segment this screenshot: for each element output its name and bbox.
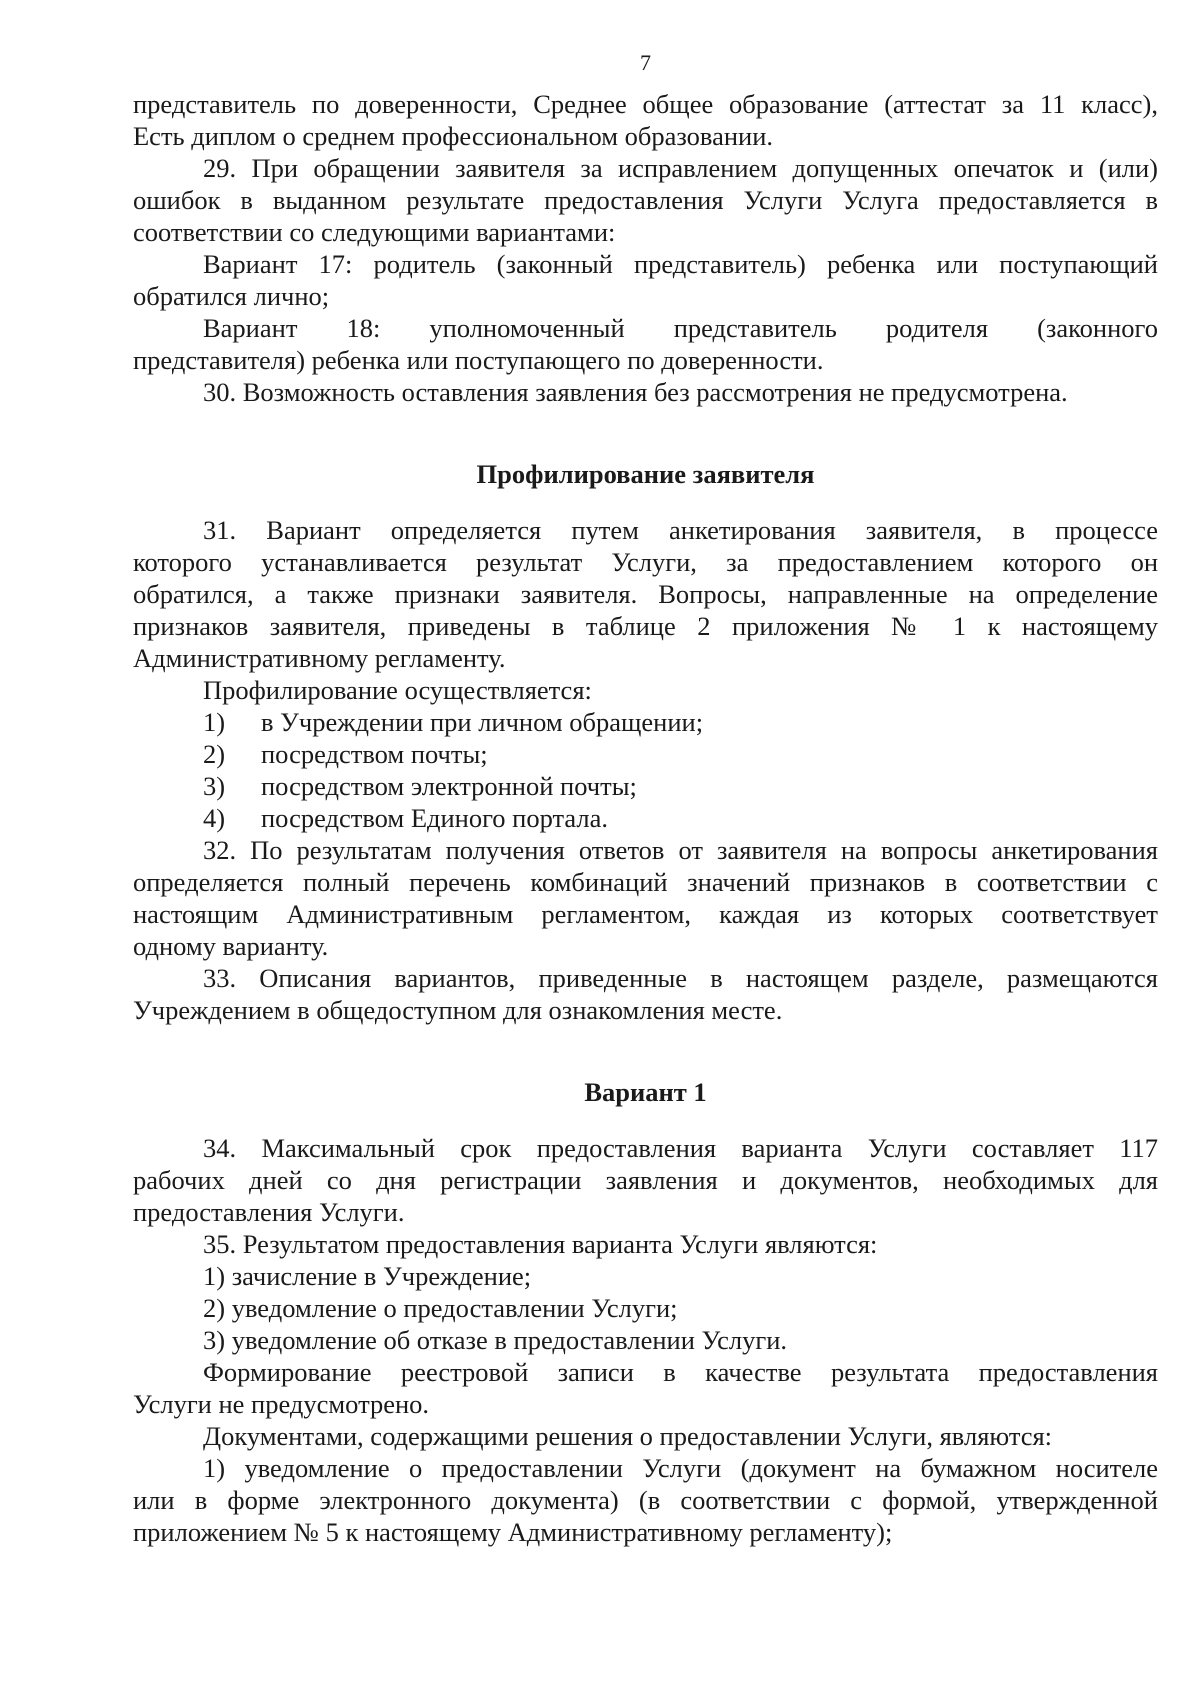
list-item [133,770,1158,802]
list-text: в Учреждении при личном обращении; [261,707,704,737]
text-line: 31. Вариант определяется путем анкетирования заявителя, в процессе [203,515,1158,545]
profiling-intro: Профилирование осуществляется: [203,675,592,705]
text-line: 34. Максимальный срок предоставления варианта Услуги составляет 117 [203,1133,1158,1163]
text-line: Услуги не предусмотрено. [133,1389,430,1419]
text-line: признаков заявителя, приведены в таблице 2 приложения № 1 к настоящему [133,611,1158,641]
text-line: Вариант 18: уполномоченный представитель родителя (законного [203,313,1158,343]
text-line: рабочих дней со дня регистрации заявления и документов, необходимых для [133,1165,1158,1195]
result-list [133,1260,1158,1356]
text-line: Есть диплом о среднем профессиональном образовании. [133,121,774,151]
list-text: посредством почты; [261,739,488,769]
text-line: представителя) ребенка или поступающего по доверенности. [133,345,824,375]
text-line: настоящим Административным регламентом, каждая из которых соответствует [133,899,1158,929]
list-item [133,802,1158,834]
text-line: соответствии со следующими вариантами: [133,217,616,247]
text-line: которого устанавливается результат Услуги, за предоставлением которого он [133,547,1158,577]
list-number: 3) [203,771,226,801]
list-text: посредством Единого портала. [261,803,609,833]
text-line: Формирование реестровой записи в качестве результата предоставления [203,1357,1158,1387]
paragraph-35-intro: 35. Результатом предоставления варианта Услуги являются: [203,1229,878,1259]
intro-paragraph [133,88,1158,152]
list-text: посредством электронной почты; [261,771,637,801]
variant-18 [133,312,1158,376]
text-line: предоставления Услуги. [133,1197,405,1227]
list-item: 2) уведомление о предоставлении Услуги; [203,1293,678,1323]
text-line: Учреждением в общедоступном для ознакомления месте. [133,995,783,1025]
documents-intro: Документами, содержащими решения о предоставлении Услуги, являются: [203,1421,1053,1451]
text-line: приложением № 5 к настоящему Административному регламенту); [133,1517,893,1547]
text-line: представитель по доверенности, Среднее общее образование (аттестат за 11 класс), [133,89,1158,119]
paragraph-34 [133,1132,1158,1228]
section-heading-profiling: Профилирование заявителя [476,459,815,489]
paragraph-30: 30. Возможность оставления заявления без рассмотрения не предусмотрена. [203,377,1068,407]
list-item [133,706,1158,738]
profiling-list [133,706,1158,834]
variant-17 [133,248,1158,312]
list-item: 3) уведомление об отказе в предоставлении Услуги. [203,1325,787,1355]
list-number: 2) [203,739,226,769]
paragraph-29 [133,152,1158,248]
text-line: ошибок в выданном результате предоставления Услуги Услуга предоставляется в [133,185,1158,215]
list-number: 4) [203,803,226,833]
text-line: или в форме электронного документа) (в соответствии с формой, утвержденной [133,1485,1158,1515]
text-line: 1) уведомление о предоставлении Услуги (документ на бумажном носителе [203,1453,1158,1483]
list-item: 1) зачисление в Учреждение; [203,1261,532,1291]
text-line: Административному регламенту. [133,643,506,673]
paragraph-31 [133,514,1158,674]
text-line: Вариант 17: родитель (законный представитель) ребенка или поступающий [203,249,1158,279]
paragraph-33 [133,962,1158,1026]
list-item [133,738,1158,770]
documents-item-1 [133,1452,1158,1548]
text-line: обратился лично; [133,281,330,311]
text-line: 33. Описания вариантов, приведенные в настоящем разделе, размещаются [203,963,1158,993]
page-number: 7 [640,50,651,75]
text-line: 32. По результатам получения ответов от заявителя на вопросы анкетирования [203,835,1158,865]
text-line: одному варианту. [133,931,329,961]
text-line: обратился, а также признаки заявителя. Вопросы, направленные на определение [133,579,1158,609]
paragraph-32 [133,834,1158,962]
list-number: 1) [203,707,226,737]
registry-paragraph [133,1356,1158,1420]
document-page [133,48,1158,1548]
section-heading-variant-1: Вариант 1 [584,1077,707,1107]
text-line: 29. При обращении заявителя за исправлением допущенных опечаток и (или) [203,153,1158,183]
text-line: определяется полный перечень комбинаций значений признаков в соответствии с [133,867,1158,897]
